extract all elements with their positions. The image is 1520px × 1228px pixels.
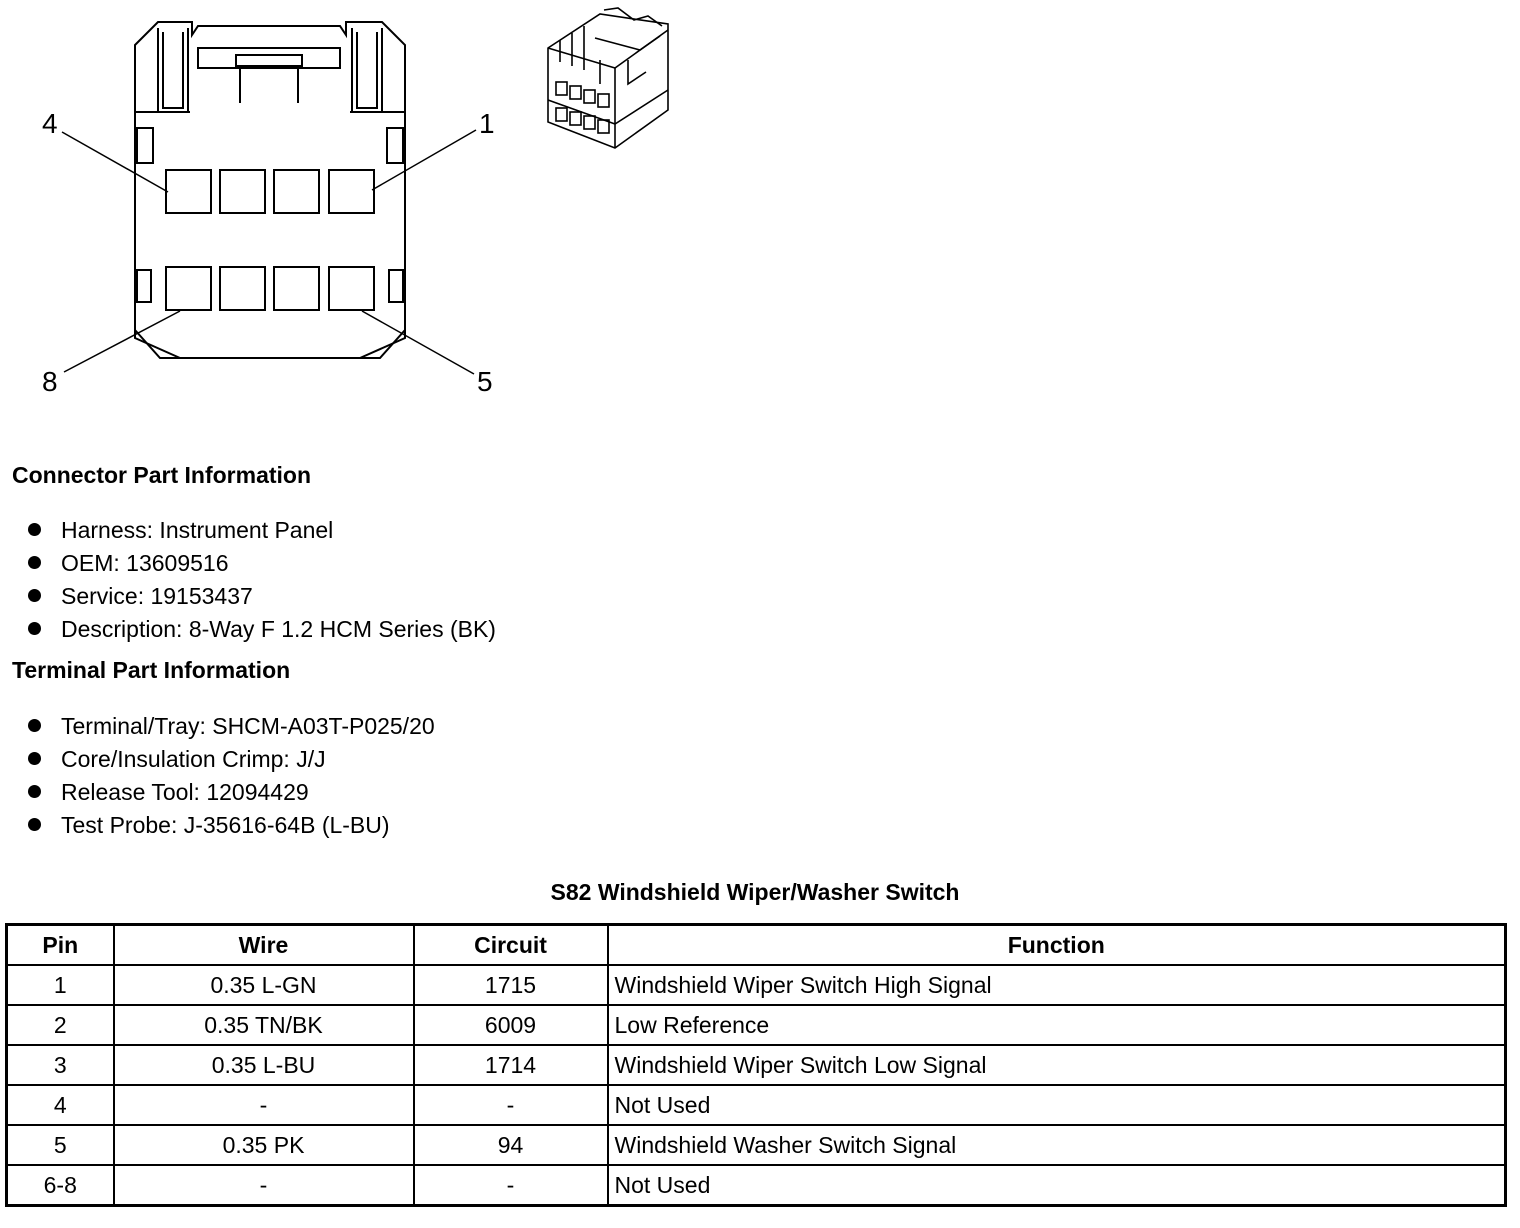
cavity-2 [274, 170, 319, 213]
cell-pin: 1 [7, 965, 114, 1005]
table-row [7, 965, 1506, 1005]
bullet-icon [28, 589, 41, 602]
cell-function: Windshield Wiper Switch Low Signal [608, 1045, 1506, 1085]
connector-bottom-lip [135, 330, 405, 358]
list-item: OEM: 13609516 [28, 549, 496, 582]
pin-table-title: S82 Windshield Wiper/Washer Switch [550, 879, 960, 905]
table-row [7, 1125, 1506, 1165]
list-item: Terminal/Tray: SHCM-A03T-P025/20 [28, 712, 435, 745]
list-item: Core/Insulation Crimp: J/J [28, 745, 435, 778]
terminal-part-information-list [28, 712, 435, 844]
table-row [7, 1085, 1506, 1125]
leader-line-5 [362, 311, 474, 374]
connector-part-information-list [28, 516, 496, 648]
cavity-4 [166, 170, 211, 213]
cavity-6 [274, 267, 319, 310]
cavity-8 [166, 267, 211, 310]
table-row [7, 1165, 1506, 1206]
cell-wire: 0.35 PK [114, 1125, 414, 1165]
pin-table [5, 923, 1507, 1207]
cell-circuit: - [414, 1165, 608, 1206]
table-row [7, 1045, 1506, 1085]
column-header-circuit: Circuit [414, 925, 608, 966]
list-item: Test Probe: J-35616-64B (L-BU) [28, 811, 435, 844]
bullet-icon [28, 752, 41, 765]
cell-wire: 0.35 TN/BK [114, 1005, 414, 1045]
cell-wire: - [114, 1165, 414, 1206]
bullet-icon [28, 622, 41, 635]
cell-pin: 2 [7, 1005, 114, 1045]
terminal-part-information-heading: Terminal Part Information [12, 657, 291, 683]
connector-part-information-heading: Connector Part Information [12, 462, 312, 488]
table-row [7, 1005, 1506, 1045]
list-item: Description: 8-Way F 1.2 HCM Series (BK) [28, 615, 496, 648]
table-header-row [7, 925, 1506, 966]
cell-pin: 4 [7, 1085, 114, 1125]
list-item: Harness: Instrument Panel [28, 516, 496, 549]
cell-function: Windshield Wiper Switch High Signal [608, 965, 1506, 1005]
connector-diagram [0, 0, 700, 420]
callout-pin-1: 1 [479, 108, 495, 139]
cell-wire: 0.35 L-GN [114, 965, 414, 1005]
connector-3d-thumbnail [548, 8, 668, 148]
cell-circuit: 94 [414, 1125, 608, 1165]
cell-circuit: 1714 [414, 1045, 608, 1085]
list-item: Service: 19153437 [28, 582, 496, 615]
cell-circuit: 6009 [414, 1005, 608, 1045]
cavity-1 [329, 170, 374, 213]
cell-pin: 6-8 [7, 1165, 114, 1206]
callout-pin-8: 8 [42, 366, 58, 397]
cell-function: Low Reference [608, 1005, 1506, 1045]
column-header-pin: Pin [7, 925, 114, 966]
cell-circuit: - [414, 1085, 608, 1125]
callout-pin-4: 4 [42, 108, 58, 139]
column-header-wire: Wire [114, 925, 414, 966]
cavity-3 [220, 170, 265, 213]
cavity-5 [329, 267, 374, 310]
cell-function: Not Used [608, 1165, 1506, 1206]
bullet-icon [28, 719, 41, 732]
cell-function: Not Used [608, 1085, 1506, 1125]
leader-line-8 [64, 311, 180, 372]
bullet-icon [28, 818, 41, 831]
cell-function: Windshield Washer Switch Signal [608, 1125, 1506, 1165]
bullet-icon [28, 556, 41, 569]
bullet-icon [28, 523, 41, 536]
column-header-function: Function [608, 925, 1506, 966]
cell-wire: 0.35 L-BU [114, 1045, 414, 1085]
bullet-icon [28, 785, 41, 798]
cell-circuit: 1715 [414, 965, 608, 1005]
list-item: Release Tool: 12094429 [28, 778, 435, 811]
callout-pin-5: 5 [477, 366, 493, 397]
cell-pin: 5 [7, 1125, 114, 1165]
cell-pin: 3 [7, 1045, 114, 1085]
cavity-7 [220, 267, 265, 310]
connector-housing-outline [135, 22, 405, 358]
cell-wire: - [114, 1085, 414, 1125]
